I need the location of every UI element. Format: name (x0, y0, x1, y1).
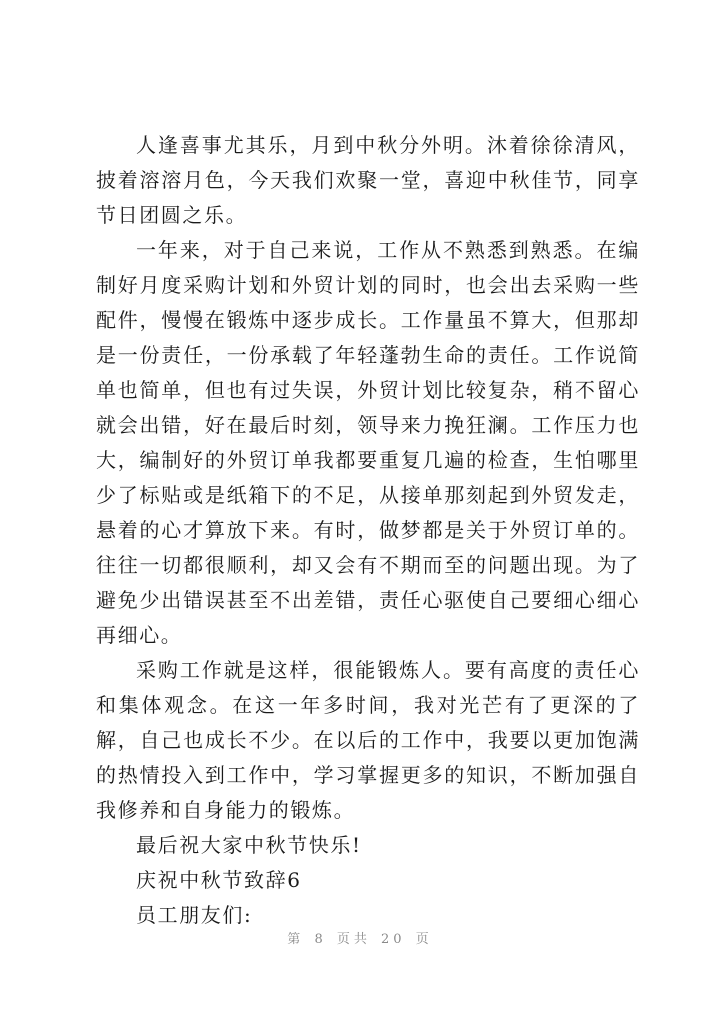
footer-page-number: 8 (314, 932, 327, 947)
closing-wish: 最后祝大家中秋节快乐! (136, 833, 362, 857)
footer-middle: 页共 (336, 932, 371, 947)
section-title: 庆祝中秋节致辞6 (136, 868, 302, 892)
paragraph-greeting: 人逢喜事尤其乐，月到中秋分外明。沐着徐徐清风，披着溶溶月色，今天我们欢聚一堂，喜迎中秋佳节，同享节日团圆之乐。 (96, 133, 640, 227)
salutation: 员工朋友们: (136, 903, 253, 927)
footer-prefix: 第 (287, 932, 305, 947)
paragraph-procurement: 采购工作就是这样，很能锻炼人。要有高度的责任心和集体观念。在这一年多时间，我对光芒有了更深的了解，自己也成长不少。在以后的工作中，我要以更加饱满的热情投入到工作中，学习掌握更多的知识，不断加强自我修养和自身能力的锻炼。 (96, 658, 640, 822)
footer-total-pages: 20 (381, 932, 406, 947)
paragraph-work-review: 一年来，对于自己来说，工作从不熟悉到熟悉。在编制好月度采购计划和外贸计划的同时，也会出去采购一些配件，慢慢在锻炼中逐步成长。工作量虽不算大，但那却是一份责任，一份承载了年轻蓬勃生命的责任。工作说简单也简单，但也有过失误，外贸计划比较复杂，稍不留心就会出错，好在最后时刻，领导来力挽狂澜。工作压力也大，编制好的外贸订单我都要重复几遍的检查，生怕哪里少了标贴或是纸箱下的不足，从接单那刻起到外贸发走，悬着的心才算放下来。有时，做梦都是关于外贸订单的。往往一切都很顺利，却又会有不期而至的问题出现。为了避免少出错误甚至不出差错，责任心驱使自己要细心细心再细心。 (96, 238, 640, 647)
page-footer (0, 928, 720, 947)
footer-suffix: 页 (415, 932, 433, 947)
document-body (96, 128, 640, 933)
